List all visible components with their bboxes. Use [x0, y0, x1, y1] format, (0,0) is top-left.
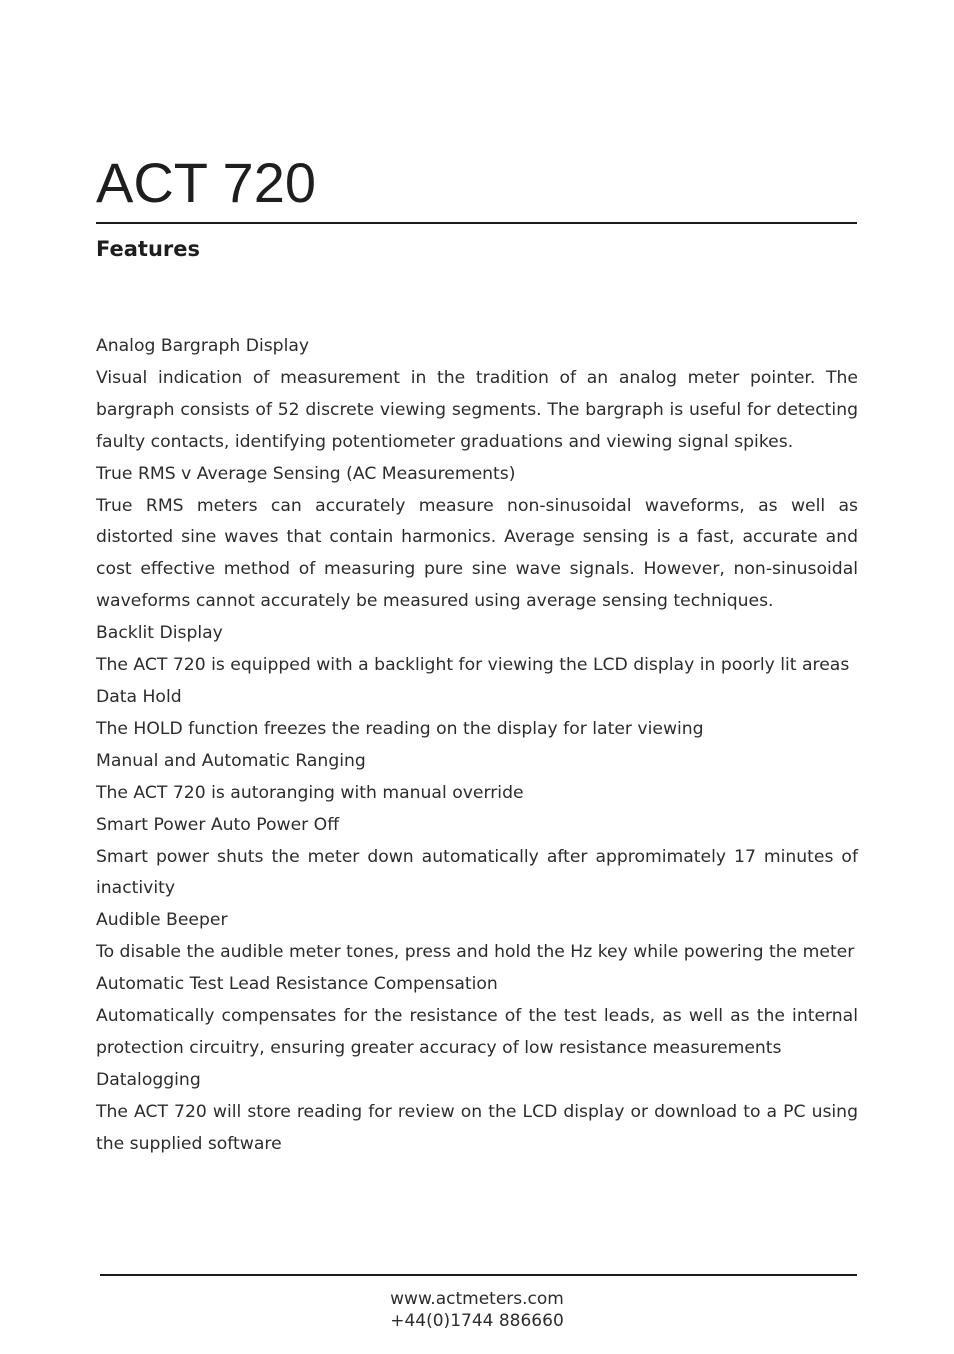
- feature-heading: Data Hold: [96, 686, 182, 707]
- section-heading: Features: [96, 237, 200, 261]
- page-title: ACT 720: [96, 151, 316, 214]
- footer-divider: [100, 1274, 857, 1276]
- footer-website: www.actmeters.com: [390, 1289, 564, 1309]
- feature-heading: True RMS v Average Sensing (AC Measurements): [96, 463, 516, 484]
- title-divider: [96, 222, 857, 224]
- feature-heading: Analog Bargraph Display: [96, 336, 310, 356]
- feature-heading: Audible Beeper: [96, 910, 228, 931]
- feature-description: True RMS meters can accurately measure non-sinusoidal waveforms, as well as distorted sine waves that contain harmonics. Average sensing is a fast, accurate and cost effective method of measuring pure sine wave signals. However, non-sinusoidal waveforms cannot accurately be measured using average sensing techniques.: [96, 495, 858, 612]
- feature-description: Smart power shuts the meter down automatically after appromimately 17 minutes of inactivity: [96, 846, 858, 899]
- feature-description: The HOLD function freezes the reading on the display for later viewing: [96, 718, 704, 739]
- feature-description: Visual indication of measurement in the tradition of an analog meter pointer. The bargraph consists of 52 discrete viewing segments. The bargraph is useful for detecting faulty contacts, identifying potentiometer graduations and viewing signal spikes.: [96, 367, 858, 452]
- feature-description: The ACT 720 is autoranging with manual override: [96, 782, 524, 803]
- feature-heading: Backlit Display: [96, 623, 223, 644]
- feature-heading: Manual and Automatic Ranging: [96, 750, 366, 771]
- feature-heading: Datalogging: [96, 1069, 201, 1090]
- feature-description: Automatically compensates for the resistance of the test leads, as well as the internal protection circuitry, ensuring greater accuracy of low resistance measurements: [96, 1006, 858, 1058]
- features-list: [96, 331, 858, 1161]
- feature-description: The ACT 720 is equipped with a backlight for viewing the LCD display in poorly lit areas: [96, 655, 850, 676]
- feature-description: To disable the audible meter tones, press and hold the Hz key while powering the meter: [96, 942, 855, 963]
- footer: [0, 1288, 954, 1332]
- feature-description: The ACT 720 will store reading for review on the LCD display or download to a PC using the supplied software: [96, 1101, 858, 1154]
- footer-phone: +44(0)1744 886660: [390, 1311, 564, 1331]
- feature-heading: Automatic Test Lead Resistance Compensation: [96, 974, 498, 995]
- feature-heading: Smart Power Auto Power Off: [96, 814, 340, 835]
